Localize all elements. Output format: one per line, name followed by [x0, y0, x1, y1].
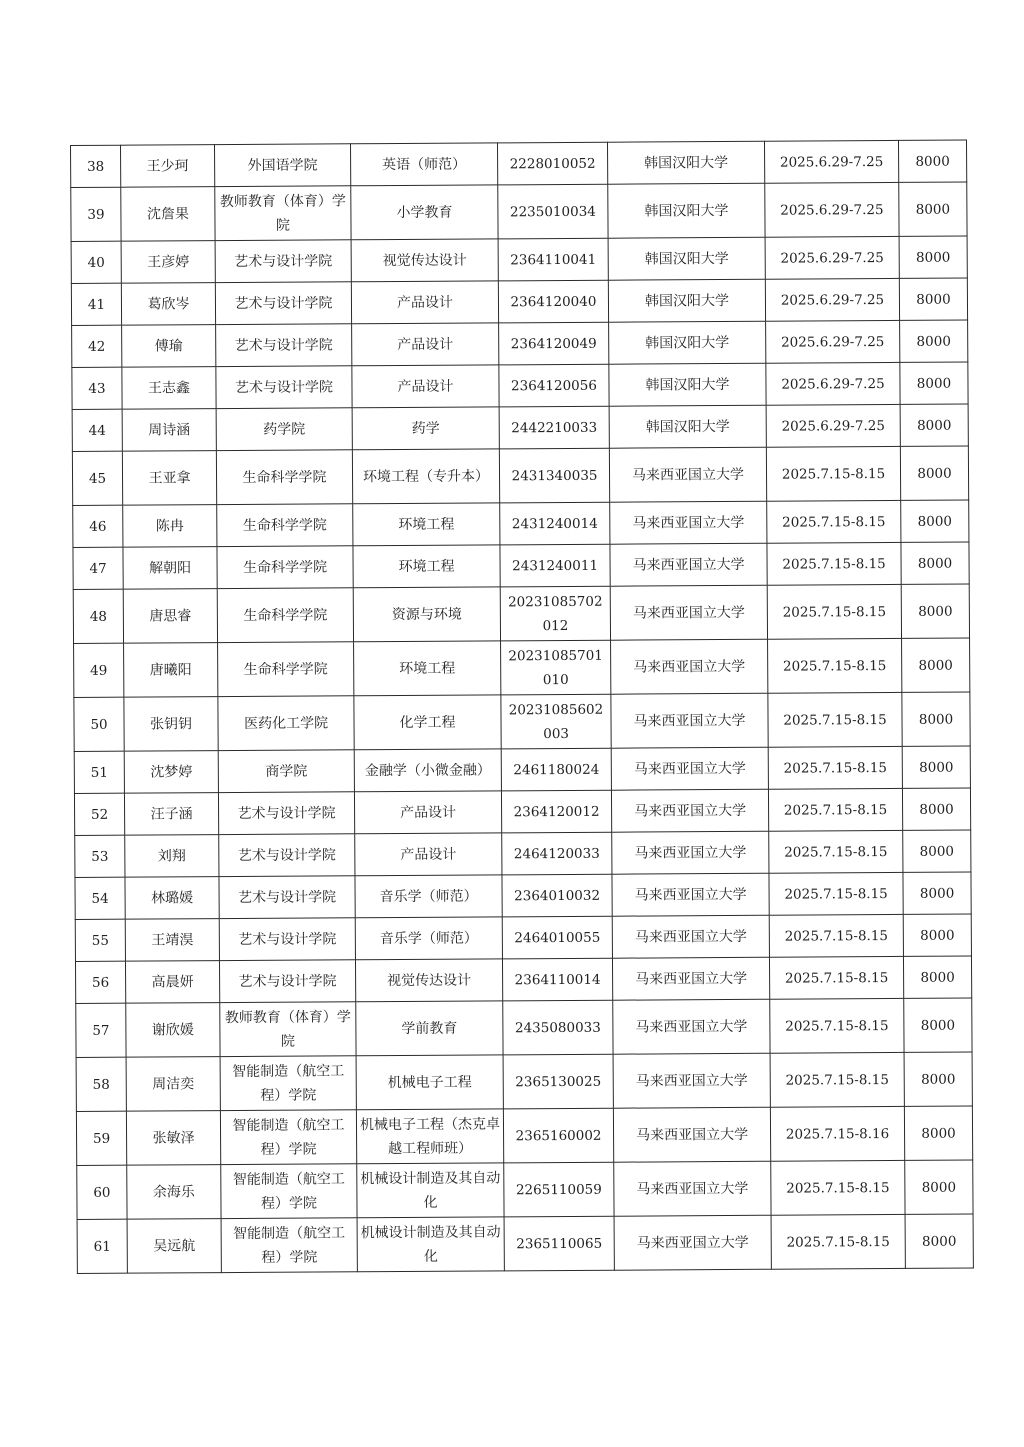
row-number-cell: 40 [71, 241, 121, 283]
date-range-cell: 2025.7.15-8.15 [771, 1160, 905, 1215]
row-number-cell: 49 [74, 643, 124, 697]
major-cell: 金融学（小微金融） [354, 749, 501, 792]
student-id-cell: 2364120056 [499, 364, 609, 407]
college-cell: 生命科学学院 [217, 546, 353, 589]
amount-cell: 8000 [901, 500, 969, 542]
table-row [71, 140, 967, 187]
table-row [77, 1214, 973, 1273]
student-name-cell: 解朝阳 [123, 547, 217, 590]
table-row [73, 500, 969, 547]
major-cell: 化学工程 [354, 695, 501, 750]
major-cell: 环境工程 [353, 503, 500, 546]
university-cell: 马来西亚国立大学 [612, 831, 769, 874]
university-cell: 韩国汉阳大学 [609, 405, 766, 448]
student-id-cell: 20231085701010 [501, 640, 611, 695]
student-name-cell: 王靖淏 [125, 919, 219, 962]
student-id-cell: 2431240011 [500, 544, 610, 587]
student-name-cell: 汪子涵 [124, 793, 218, 836]
student-name-cell: 余海乐 [127, 1165, 221, 1220]
major-cell: 机械电子工程 [356, 1055, 503, 1110]
student-table [70, 140, 974, 1274]
major-cell: 环境工程 [354, 641, 501, 696]
major-cell: 产品设计 [351, 281, 498, 324]
student-name-cell: 唐思睿 [123, 589, 217, 644]
date-range-cell: 2025.7.15-8.16 [770, 1106, 904, 1161]
student-name-cell: 傅瑜 [122, 325, 216, 368]
amount-cell: 8000 [905, 1214, 973, 1268]
university-cell: 马来西亚国立大学 [612, 873, 769, 916]
table-row [76, 1052, 972, 1111]
student-id-cell: 2265110059 [504, 1162, 614, 1217]
row-number-cell: 38 [71, 145, 121, 187]
date-range-cell: 2025.7.15-8.15 [768, 788, 902, 831]
college-cell: 艺术与设计学院 [219, 834, 355, 877]
row-number-cell: 55 [75, 919, 125, 961]
date-range-cell: 2025.7.15-8.15 [770, 998, 904, 1053]
amount-cell: 8000 [900, 320, 968, 362]
amount-cell: 8000 [904, 1106, 972, 1160]
date-range-cell: 2025.6.29-7.25 [764, 140, 898, 183]
student-id-cell: 2364120040 [498, 280, 608, 323]
table-row [72, 404, 968, 451]
major-cell: 产品设计 [354, 791, 501, 834]
major-cell: 环境工程（专升本） [352, 449, 499, 504]
row-number-cell: 57 [76, 1003, 126, 1057]
table-row [75, 872, 971, 919]
college-cell: 教师教育（体育）学院 [215, 186, 351, 241]
table-row [74, 638, 970, 697]
amount-cell: 8000 [904, 998, 972, 1052]
amount-cell: 8000 [899, 236, 967, 278]
student-id-cell: 2435080033 [503, 1000, 613, 1055]
university-cell: 马来西亚国立大学 [613, 1053, 770, 1108]
student-name-cell: 陈冉 [123, 505, 217, 548]
college-cell: 智能制造（航空工程）学院 [221, 1218, 357, 1273]
row-number-cell: 58 [76, 1057, 126, 1111]
major-cell: 小学教育 [351, 185, 498, 240]
student-id-cell: 2364120049 [499, 322, 609, 365]
table-row [75, 830, 971, 877]
university-cell: 马来西亚国立大学 [614, 1215, 771, 1270]
college-cell: 生命科学学院 [217, 588, 353, 643]
college-cell: 教师教育（体育）学院 [220, 1002, 356, 1057]
amount-cell: 8000 [904, 1052, 972, 1106]
college-cell: 医药化工学院 [218, 696, 354, 751]
major-cell: 环境工程 [353, 545, 500, 588]
amount-cell: 8000 [900, 404, 968, 446]
university-cell: 韩国汉阳大学 [608, 237, 765, 280]
student-name-cell: 沈梦婷 [124, 751, 218, 794]
college-cell: 生命科学学院 [218, 642, 354, 697]
date-range-cell: 2025.7.15-8.15 [770, 1052, 904, 1107]
university-cell: 马来西亚国立大学 [609, 447, 766, 502]
amount-cell: 8000 [901, 584, 969, 638]
student-id-cell: 20231085602003 [501, 694, 611, 749]
college-cell: 艺术与设计学院 [215, 282, 351, 325]
amount-cell: 8000 [903, 914, 971, 956]
date-range-cell: 2025.6.29-7.25 [765, 182, 899, 237]
student-id-cell: 2464010055 [502, 916, 612, 959]
amount-cell: 8000 [900, 362, 968, 404]
major-cell: 产品设计 [355, 833, 502, 876]
college-cell: 药学院 [216, 408, 352, 451]
student-name-cell: 王少珂 [121, 145, 215, 188]
table-row [72, 362, 968, 409]
table-row [71, 236, 967, 283]
major-cell: 音乐学（师范） [355, 917, 502, 960]
student-id-cell: 2235010034 [498, 184, 608, 239]
college-cell: 艺术与设计学院 [218, 792, 354, 835]
college-cell: 生命科学学院 [216, 450, 352, 505]
date-range-cell: 2025.7.15-8.15 [769, 956, 903, 999]
date-range-cell: 2025.7.15-8.15 [769, 872, 903, 915]
student-name-cell: 谢欣媛 [126, 1003, 220, 1058]
table-row [77, 1160, 973, 1219]
college-cell: 智能制造（航空工程）学院 [221, 1164, 357, 1219]
date-range-cell: 2025.7.15-8.15 [767, 542, 901, 585]
university-cell: 韩国汉阳大学 [608, 183, 765, 238]
student-name-cell: 沈詹果 [121, 187, 215, 242]
date-range-cell: 2025.7.15-8.15 [771, 1214, 905, 1269]
college-cell: 生命科学学院 [217, 504, 353, 547]
amount-cell: 8000 [902, 692, 970, 746]
major-cell: 视觉传达设计 [355, 959, 502, 1002]
university-cell: 韩国汉阳大学 [607, 141, 764, 184]
row-number-cell: 61 [77, 1219, 127, 1273]
college-cell: 智能制造（航空工程）学院 [220, 1056, 356, 1111]
table-row [71, 182, 967, 241]
table-row [74, 746, 970, 793]
amount-cell: 8000 [901, 542, 969, 584]
major-cell: 产品设计 [352, 365, 499, 408]
document-sheet [70, 140, 973, 1274]
student-id-cell: 2364120012 [501, 790, 611, 833]
table-row [73, 542, 969, 589]
university-cell: 马来西亚国立大学 [613, 999, 770, 1054]
table-row [73, 584, 969, 643]
student-name-cell: 吴远航 [127, 1219, 221, 1274]
student-id-cell: 2364110041 [498, 238, 608, 281]
student-id-cell: 2442210033 [499, 406, 609, 449]
table-row [76, 1106, 972, 1165]
date-range-cell: 2025.7.15-8.15 [766, 446, 900, 501]
student-id-cell: 2464120033 [502, 832, 612, 875]
date-range-cell: 2025.7.15-8.15 [768, 692, 902, 747]
date-range-cell: 2025.6.29-7.25 [765, 278, 899, 321]
table-row [71, 278, 967, 325]
student-id-cell: 2364110014 [502, 958, 612, 1001]
amount-cell: 8000 [899, 278, 967, 320]
row-number-cell: 59 [76, 1111, 126, 1165]
table-row [75, 914, 971, 961]
university-cell: 马来西亚国立大学 [613, 1107, 770, 1162]
major-cell: 音乐学（师范） [355, 875, 502, 918]
row-number-cell: 50 [74, 697, 124, 751]
university-cell: 马来西亚国立大学 [610, 501, 767, 544]
amount-cell: 8000 [902, 788, 970, 830]
table-row [76, 998, 972, 1057]
college-cell: 智能制造（航空工程）学院 [220, 1110, 356, 1165]
row-number-cell: 41 [71, 283, 121, 325]
table-row [72, 320, 968, 367]
amount-cell: 8000 [899, 182, 967, 236]
student-name-cell: 周洁奕 [126, 1057, 220, 1112]
row-number-cell: 54 [75, 877, 125, 919]
major-cell: 机械设计制造及其自动化 [357, 1217, 504, 1272]
university-cell: 韩国汉阳大学 [609, 321, 766, 364]
college-cell: 艺术与设计学院 [219, 876, 355, 919]
row-number-cell: 46 [73, 505, 123, 547]
university-cell: 马来西亚国立大学 [610, 585, 767, 640]
table-row [75, 956, 971, 1003]
major-cell: 机械设计制造及其自动化 [357, 1163, 504, 1218]
table-row [74, 788, 970, 835]
university-cell: 马来西亚国立大学 [611, 693, 768, 748]
date-range-cell: 2025.6.29-7.25 [765, 236, 899, 279]
university-cell: 马来西亚国立大学 [610, 543, 767, 586]
college-cell: 艺术与设计学院 [216, 366, 352, 409]
university-cell: 马来西亚国立大学 [612, 915, 769, 958]
university-cell: 马来西亚国立大学 [611, 747, 768, 790]
date-range-cell: 2025.6.29-7.25 [766, 362, 900, 405]
row-number-cell: 47 [73, 547, 123, 589]
student-name-cell: 林璐媛 [125, 877, 219, 920]
student-id-cell: 2364010032 [502, 874, 612, 917]
row-number-cell: 42 [72, 325, 122, 367]
student-id-cell: 2431240014 [500, 502, 610, 545]
date-range-cell: 2025.6.29-7.25 [766, 320, 900, 363]
major-cell: 学前教育 [356, 1001, 503, 1056]
row-number-cell: 60 [77, 1165, 127, 1219]
date-range-cell: 2025.6.29-7.25 [766, 404, 900, 447]
major-cell: 视觉传达设计 [351, 239, 498, 282]
amount-cell: 8000 [903, 830, 971, 872]
date-range-cell: 2025.7.15-8.15 [768, 746, 902, 789]
student-id-cell: 2365160002 [503, 1108, 613, 1163]
amount-cell: 8000 [900, 446, 968, 500]
university-cell: 韩国汉阳大学 [609, 363, 766, 406]
row-number-cell: 45 [72, 451, 122, 505]
amount-cell: 8000 [905, 1160, 973, 1214]
amount-cell: 8000 [902, 746, 970, 788]
row-number-cell: 53 [75, 835, 125, 877]
student-id-cell: 2365110065 [504, 1216, 614, 1271]
major-cell: 资源与环境 [353, 587, 500, 642]
university-cell: 马来西亚国立大学 [614, 1161, 771, 1216]
table-row [72, 446, 968, 505]
college-cell: 外国语学院 [215, 144, 351, 187]
college-cell: 艺术与设计学院 [216, 324, 352, 367]
university-cell: 韩国汉阳大学 [608, 279, 765, 322]
college-cell: 艺术与设计学院 [215, 240, 351, 283]
amount-cell: 8000 [903, 872, 971, 914]
row-number-cell: 52 [74, 793, 124, 835]
row-number-cell: 51 [74, 751, 124, 793]
row-number-cell: 43 [72, 367, 122, 409]
major-cell: 英语（师范） [350, 143, 497, 186]
major-cell: 产品设计 [352, 323, 499, 366]
student-name-cell: 高晨妍 [125, 961, 219, 1004]
major-cell: 机械电子工程（杰克卓越工程师班） [356, 1109, 503, 1164]
table-row [74, 692, 970, 751]
college-cell: 商学院 [218, 750, 354, 793]
amount-cell: 8000 [898, 140, 966, 182]
student-name-cell: 张钥钥 [124, 697, 218, 752]
date-range-cell: 2025.7.15-8.15 [769, 914, 903, 957]
amount-cell: 8000 [902, 638, 970, 692]
date-range-cell: 2025.7.15-8.15 [769, 830, 903, 873]
student-name-cell: 周诗涵 [122, 409, 216, 452]
date-range-cell: 2025.7.15-8.15 [768, 638, 902, 693]
student-id-cell: 2431340035 [499, 448, 609, 503]
student-id-cell: 2228010052 [497, 142, 607, 185]
date-range-cell: 2025.7.15-8.15 [767, 500, 901, 543]
university-cell: 马来西亚国立大学 [611, 639, 768, 694]
amount-cell: 8000 [903, 956, 971, 998]
row-number-cell: 56 [75, 961, 125, 1003]
student-name-cell: 王亚拿 [122, 451, 216, 506]
row-number-cell: 39 [71, 187, 121, 241]
university-cell: 马来西亚国立大学 [611, 789, 768, 832]
row-number-cell: 44 [72, 409, 122, 451]
student-name-cell: 刘翔 [125, 835, 219, 878]
student-name-cell: 唐曦阳 [124, 643, 218, 698]
student-name-cell: 王志鑫 [122, 367, 216, 410]
student-name-cell: 王彦婷 [121, 241, 215, 284]
table-body [71, 140, 974, 1273]
student-id-cell: 20231085702012 [500, 586, 610, 641]
date-range-cell: 2025.7.15-8.15 [767, 584, 901, 639]
college-cell: 艺术与设计学院 [219, 960, 355, 1003]
student-name-cell: 葛欣岑 [121, 283, 215, 326]
student-id-cell: 2461180024 [501, 748, 611, 791]
college-cell: 艺术与设计学院 [219, 918, 355, 961]
major-cell: 药学 [352, 407, 499, 450]
row-number-cell: 48 [73, 589, 123, 643]
university-cell: 马来西亚国立大学 [612, 957, 769, 1000]
student-id-cell: 2365130025 [503, 1054, 613, 1109]
student-name-cell: 张敏泽 [126, 1111, 220, 1166]
